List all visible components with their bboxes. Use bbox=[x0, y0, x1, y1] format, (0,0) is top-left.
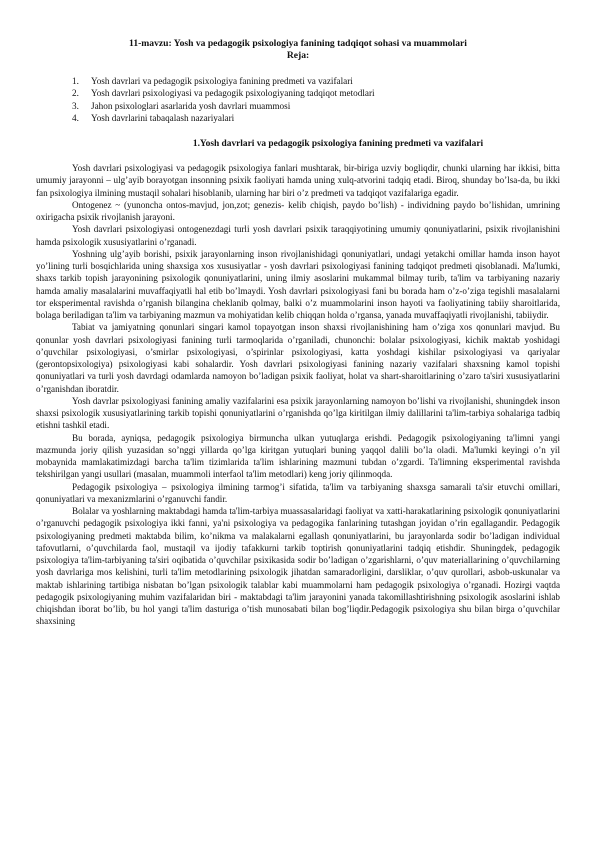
paragraph: Tabiat va jamiyatning qonunlari singari kamol topayotgan inson shaxsi rivojlanishining ham o’ziga xos qonunlari mavjud. Bu qonunlar yosh davrlari psixologiyasi fanining turli tarmoqlarida o’rganiladi, chunonchi: bolalar psixologiyasi, kichik maktab yoshidagi o’quvchilar psixologiyasi, o’smirlar psixologiyasi, o’spirinlar psixologiyasi, katta yoshdagi kishilar psixologiyasi va qariyalar (gerontopsixologiya) psixologiyasi kabi sohalardir. Yosh davrlari psixologiyasi fanining nazariy vazifalari shaxsning kamol topishi qonuniyatlari va turli yosh davrdagi odamlarda namoyon bo’ladigan psixik faoliyat, holat va shart-sharoitlarining o’zaro ta'siri xususiyatlarini o’rganishdan iboratdir. bbox=[36, 322, 560, 394]
paragraph: Yoshning ulg’ayib borishi, psixik jarayonlarning inson rivojlanishidagi qonuniyatlari, undagi yetakchi omillar hamda inson hayot yo’lining turli bosqichlarida uning shaxsiga xos xususiyatlar - yosh davrlari psixologiyasi fanining tadqiqot predmeti qisoblanadi. Ma'lumki, shaxs tarkib topish jarayonining psixologik qonuniyatlarini, uning ilmiy asoslarini mukammal bilmay turib, ta'lim va tarbiyaning nazariy hamda amaliy masalalarini muvaffaqiyatli hal etib bo’lmaydi. Yosh davrlari psixologiyasi fani bu borada ham o’z-o’ziga tegishli masalalarni tor eksperimental ravishda o’rganish bilangina cheklanib qolmay, balki o’z muammolarini inson hayoti va faoliyatining tabiiy sharoitlarida, bolaga beriladigan ta'lim va tarbiyaning mazmun va mohiyatidan kelib chiqqan holda o’rgansa, yanada muvaffaqiyatli rivojlanishi, tabiiydir. bbox=[36, 248, 560, 321]
plan-item-number: 3. bbox=[72, 100, 79, 111]
plan-item bbox=[72, 87, 560, 99]
plan-item bbox=[72, 112, 560, 124]
plan-item-number: 2. bbox=[72, 88, 79, 99]
paragraph: Bolalar va yoshlarning maktabdagi hamda ta'lim-tarbiya muassasalaridagi faoliyat va xatti-harakatlarining psixologik qonuniyatlarini o’rganuvchi pedagogik psixologiya ikki fanni, ya'ni psixologiya va pedagogika fanlarining tutashgan joyidan o’rin egallagandir. Pedagogik psixologiyaning predmeti maktabda bilim, ko’nikma va malakalarni egallash qonuniyatlarini, bu jarayonlarda sodir bo’ladigan individual tafovutlarni, o’quvchilarda faol, mustaqil va ijodiy tafakkurni tarkib toptirish qonuniyatlarini tadqiq etishdir. Shuningdek, pedagogik psixologiya ta'lim-tarbiyaning ta'siri oqibatida o’quvchilar psixikasida sodir bo’ladigan o’zgarishlarni, o’quv materiallarining o’quvchilarning yosh davrlariga mos kelishini, turli ta'lim metodlarining psixologik jihatdan samaradorligini, darsliklar, o’quv qurollari, asbob-uskunalar va maktab ishlarining tartibiga nisbatan bo’lgan psixologik talablar kabi muammolarni ham pedagogik psixologiya o’rganadi. Hozirgi vaqtda pedagogik psixologiyaning muhim vazifalaridan biri - maktabdagi ta'lim jarayonini yanada takomillashtirishning psixologik asoslarini ishlab chiqishdan iborat bo’lib, bu hol yangi ta'lim dasturiga o’tish munosabati bilan bog’liqdir.Pedagogik psixologiya shu bilan birga o’quvchilar shaxsining bbox=[36, 506, 560, 627]
plan-list bbox=[36, 75, 560, 124]
paragraph: Ontogenez ~ (yunoncha ontos-mavjud, jon,zot; genezis- kelib chiqish, paydo bo’lish) - individning paydo bo’lishidan, umrining oxirigacha psixik rivojlanish jarayoni. bbox=[36, 199, 560, 223]
plan-item-number: 4. bbox=[72, 112, 79, 123]
plan-item-text: Jahon psixologlari asarlarida yosh davrlari muammosi bbox=[91, 100, 291, 111]
plan-item-text: Yosh davrlarini tabaqalash nazariyalari bbox=[91, 112, 235, 123]
plan-item-number: 1. bbox=[72, 76, 79, 86]
plan-item bbox=[72, 75, 560, 87]
plan-item bbox=[72, 100, 560, 112]
paragraph: Yosh davrlari psixologiyasi va pedagogik psixologiya fanlari mushtarak, bir-biriga uzviy bogliqdir, chunki ularning har ikkisi, bitta umumiy jarayonni – ulg’ayib borayotgan insonning psixik faoliyati hamda uning xulq-atvorini tadqiq etadi. Biroq, shunday bo’lsa-da, bu ikki fan psixologiya ilmining mustaqil sohalari hisoblanib, ularning har biri o’z predmeti va tadqiqot vazifalariga egadir. bbox=[36, 163, 560, 198]
paragraph: Bu borada, ayniqsa, pedagogik psixologiya birmuncha ulkan yutuqlarga erishdi. Pedagogik psixologiyaning ta'limni yangi mazmunda joriy qilish yuzasidan so’nggi yillarda qo’lga kiritgan yutuqlari buning yaqqol dalili bo’la oladi. Ma'lumki keyingi o’n yil mobaynida mamlakatimizdagi barcha ta'lim tizimlarida ta'lim ishlarining mazmuni tubdan o’zgardi. Ta'limning eksperimental ravishda tekshirilgan yangi usullari (masalan, muammoli interfaol ta'lim metodlari) keng joriy qilinmoqda. bbox=[36, 432, 560, 480]
plan-item-text: Yosh davrlari psixologiyasi va pedagogik psixologiyaning tadqiqot metodlari bbox=[91, 88, 375, 99]
paragraph: Yosh davrlar psixologiyasi fanining amaliy vazifalarini esa psixik jarayonlarning namoyon bo’lishi va rivojlanishi, shuningdek inson shaxsi psixologik xususiyatlarining tarkib topishi qonuniyatlarini o’rganishda qo’lga kiritilgan ilmiy dalillarini ta'lim-tarbiya sohalariga tadbiq etishni tashkil etadi. bbox=[36, 395, 560, 431]
paragraph: Yosh davrlari psixologiyasi ontogenezdagi turli yosh davrlari psixik taraqqiyotining umumiy qonuniyatlarini, psixik rivojlanishini hamda psixologik xususiyatlarini o’rganadi. bbox=[36, 224, 560, 247]
plan-heading: Reja: bbox=[286, 50, 310, 61]
section-heading: 1.Yosh davrlari va pedagogik psixologiya fanining predmeti va vazifalari bbox=[192, 139, 484, 150]
paragraph: Pedagogik psixologiya – psixologiya ilmining tarmog’i sifatida, ta'lim va tarbiyaning shaxsga samarali ta'sir etuvchi omillari, qonuniyatlari va mexanizmlarini o’rganuvchi fandir. bbox=[36, 481, 560, 504]
document-title: 11-mavzu: Yosh va pedagogik psixologiya fanining tadqiqot sohasi va muammolari bbox=[129, 38, 467, 49]
plan-item-text: Yosh davrlari va pedagogik psixologiya fanining predmeti va vazifalari bbox=[91, 76, 353, 86]
body-text bbox=[36, 162, 560, 628]
